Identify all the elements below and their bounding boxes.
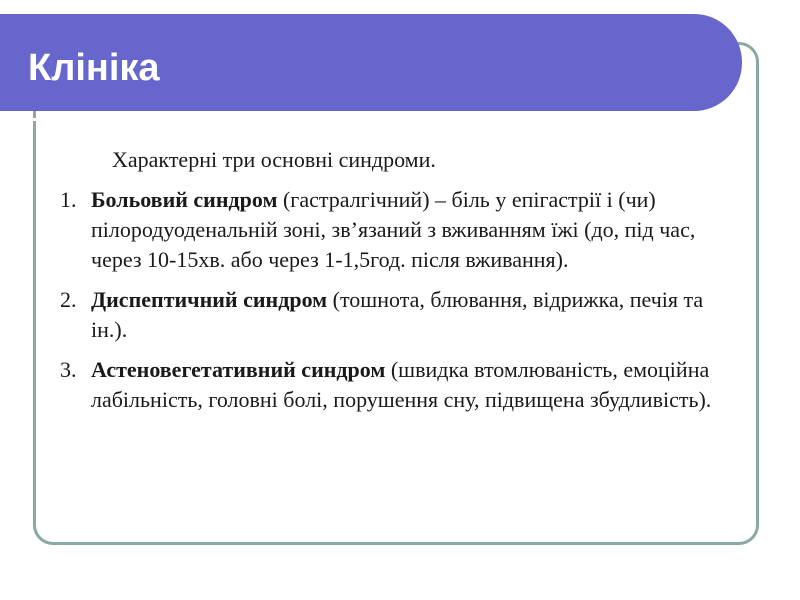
syndrome-name: Больовий синдром: [91, 187, 278, 212]
syndrome-name: Астеновегетативний синдром: [91, 357, 386, 382]
title-bar: [0, 14, 742, 111]
slide-body: [60, 145, 730, 425]
list-number: 3.: [60, 357, 77, 382]
list-number: 1.: [60, 187, 77, 212]
intro-line: Характерні три основні синдроми.: [112, 147, 436, 172]
syndrome-description: (тошнота, блювання, відрижка, печія та ін.).: [91, 287, 704, 342]
syndrome-description: (гастралгічний) – біль у епігастрії і (чи) пілородуоденальній зоні, зв’язаний з вживанням їжі (до, під час, через 10-15хв. або через 1-1,5год. після вживання).: [91, 187, 696, 272]
list-number: 2.: [60, 287, 77, 312]
list-item-text: [91, 285, 730, 345]
list-item-2: [60, 285, 730, 345]
list-item-text: [91, 185, 730, 275]
slide-title: Клініка: [28, 47, 160, 89]
list-item-text: [91, 355, 730, 415]
title-underline: [0, 118, 712, 121]
list-item-1: [60, 185, 730, 275]
syndrome-description: (швидка втомлюваність, емоційна лабільність, головні болі, порушення сну, підвищена збудливість).: [91, 357, 712, 412]
list-item-3: [60, 355, 730, 415]
syndrome-name: Диспептичний синдром: [91, 287, 328, 312]
